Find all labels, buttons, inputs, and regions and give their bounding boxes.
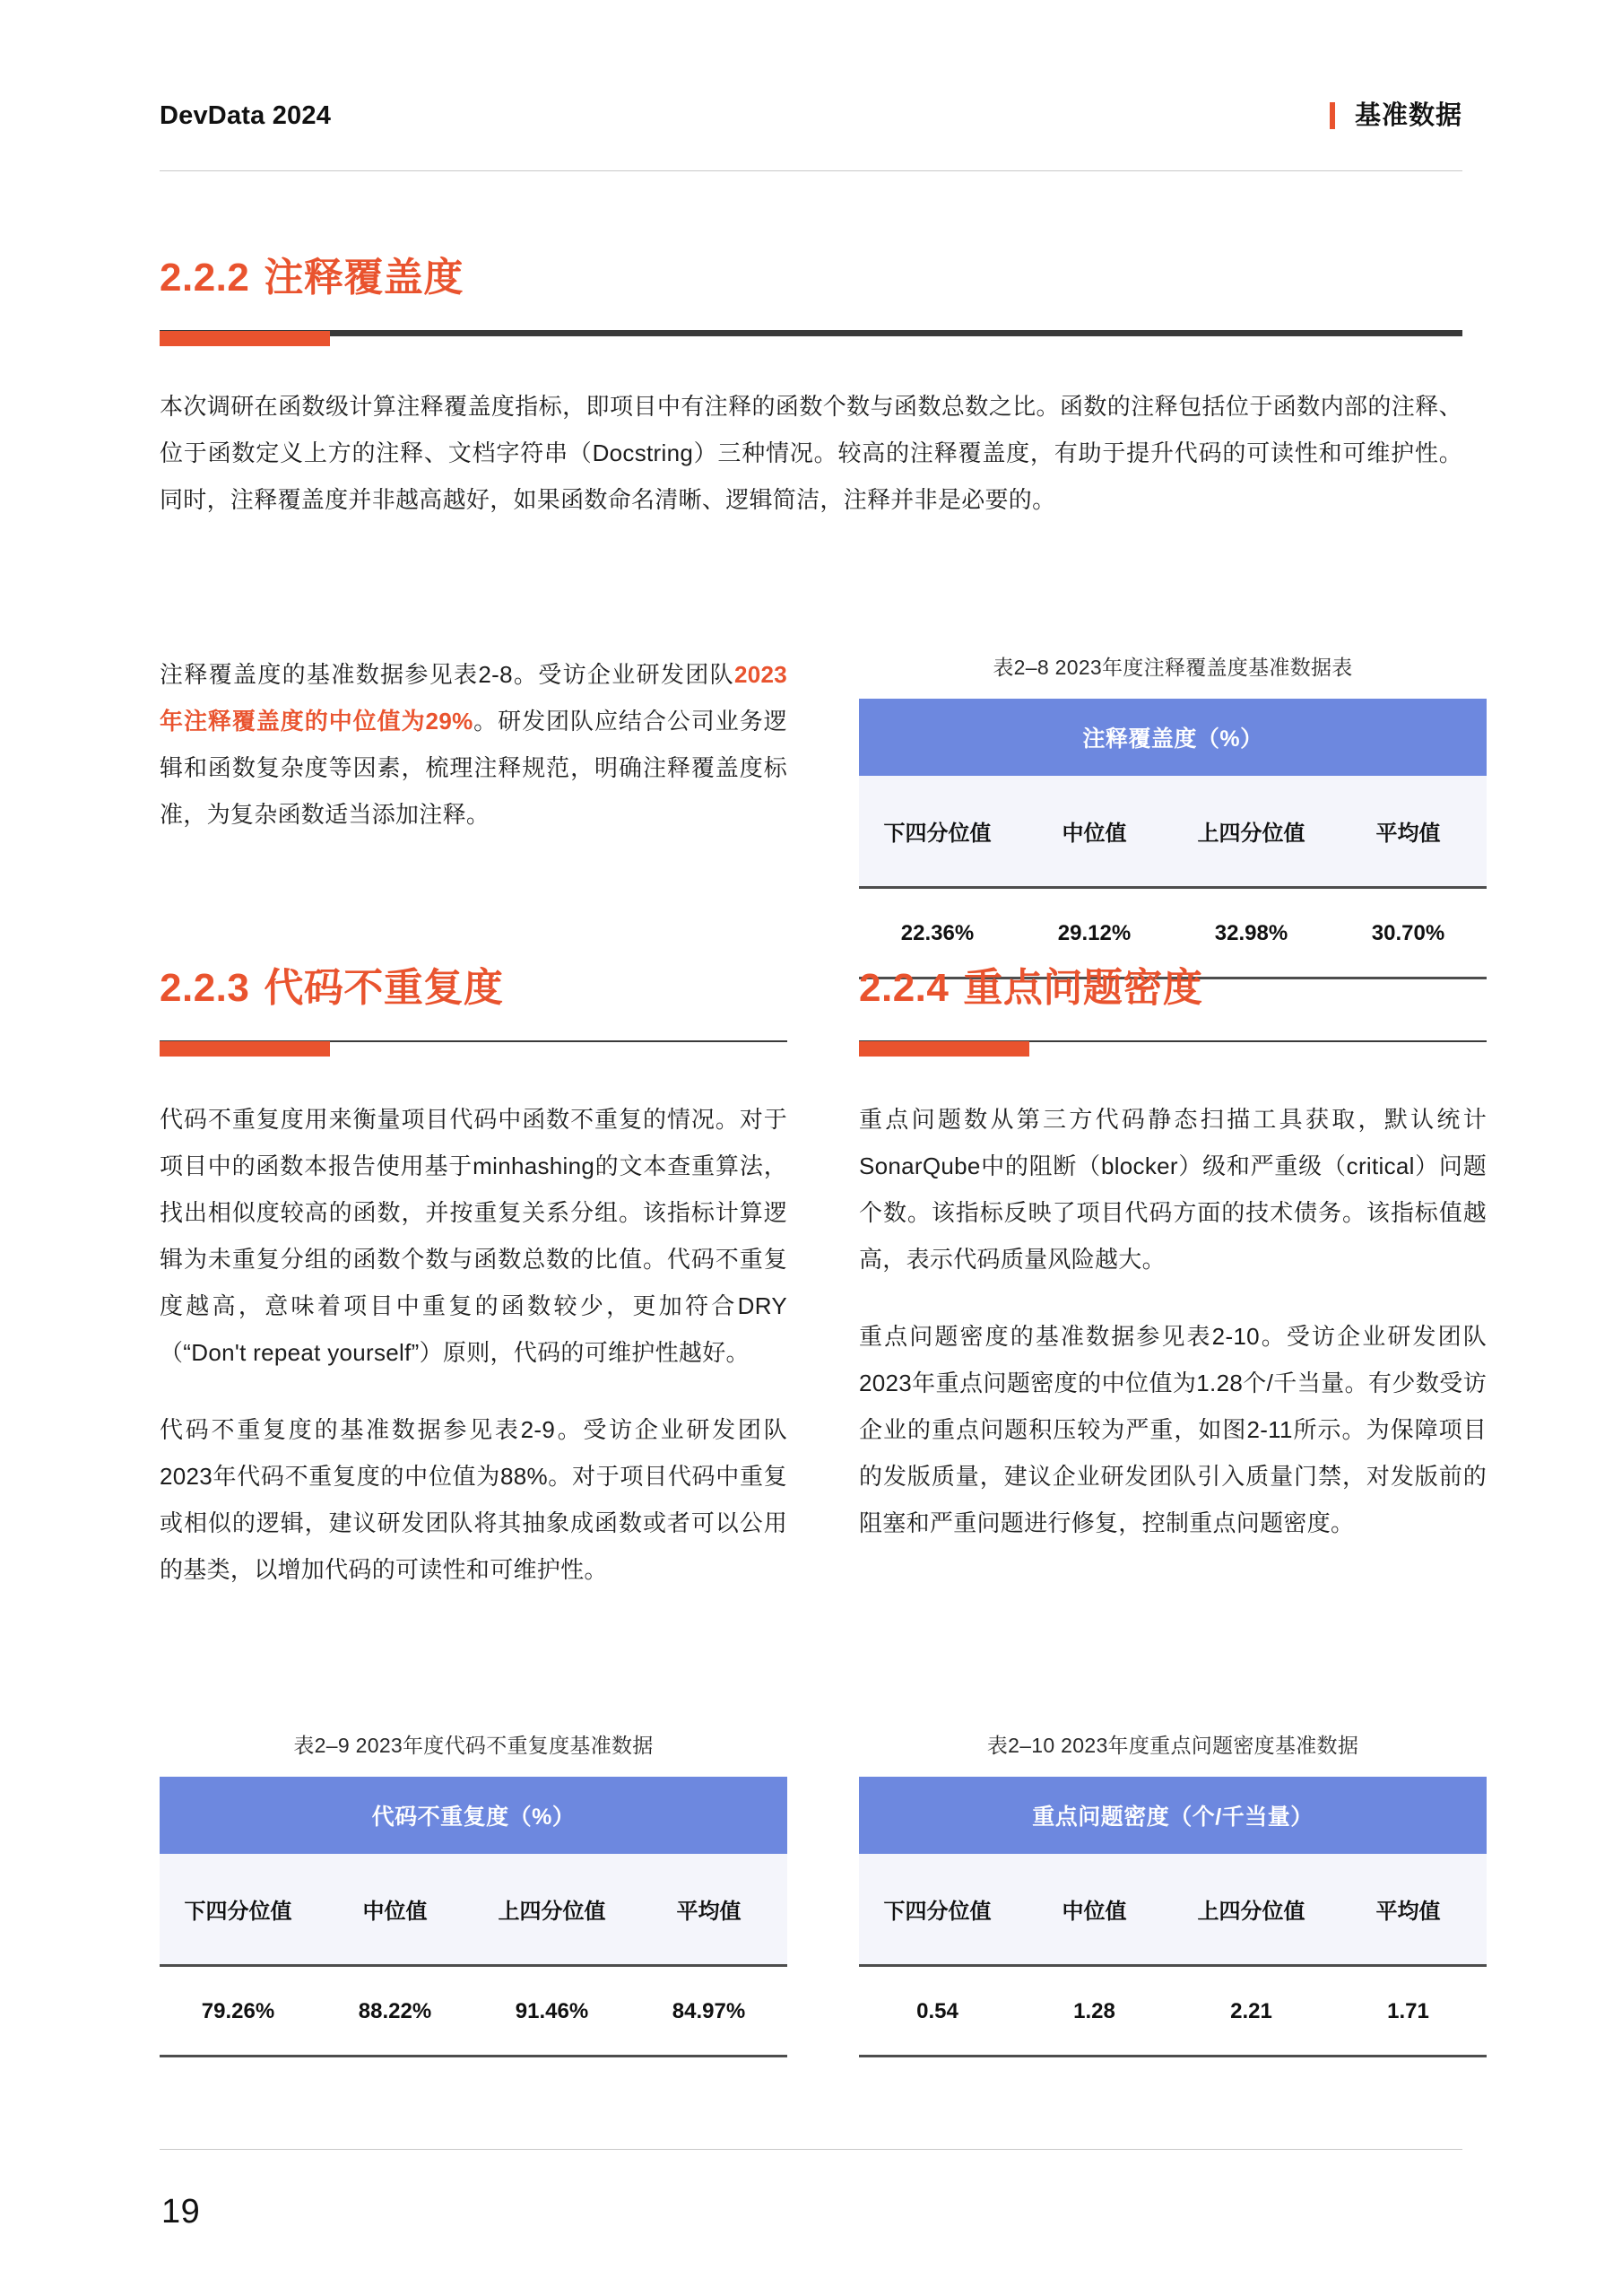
accent-bar-icon [1330, 102, 1335, 129]
table-2-10-block [859, 1729, 1487, 2057]
table-2-8-colhead-1: 中位值 [1016, 776, 1173, 888]
section-2-2-2-title: 注释覆盖度 [264, 256, 464, 300]
section-2-2-2-intro [160, 383, 1462, 523]
paragraph [160, 651, 787, 838]
section-2-2-3-body [160, 1096, 787, 1593]
table-2-8-colhead-2: 上四分位值 [1173, 776, 1330, 888]
table-2-10-value-0: 0.54 [859, 1966, 1016, 2057]
paragraph: 重点问题密度的基准数据参见表2-10。受访企业研发团队2023年重点问题密度的中位值为1.28个/千当量。有少数受访企业的重点问题积压较为严重，如图2-11所示。为保障项目的发版质量，建议企业研发团队引入质量门禁，对发版前的阻塞和严重问题进行修复，控制重点问题密度。 [859, 1323, 1487, 1537]
paragraph: 重点问题数从第三方代码静态扫描工具获取，默认统计SonarQube中的阻断（blocker）级和严重级（critical）问题个数。该指标反映了项目代码方面的技术债务。该指标值越高，表示代码质量风险越大。 [859, 1106, 1487, 1274]
table-row [859, 699, 1487, 776]
section-2-2-4-number: 2.2.4 [859, 966, 950, 1010]
document-title: DevData 2024 [160, 101, 332, 130]
table-2-10-value-1: 1.28 [1016, 1966, 1173, 2057]
table-2-8-value-1: 29.12% [1016, 888, 1173, 978]
paragraph: 本次调研在函数级计算注释覆盖度指标，即项目中有注释的函数个数与函数总数之比。函数的注释包括位于函数内部的注释、位于函数定义上方的注释、文档字符串（Docstring）三种情况。较高的注释覆盖度，有助于提升代码的可读性和可维护性。同时，注释覆盖度并非越高越好，如果函数命名清晰、逻辑简洁，注释并非是必要的。 [160, 393, 1462, 514]
header-divider [160, 170, 1462, 171]
table-2-9 [160, 1777, 787, 2057]
section-2-2-3 [160, 967, 787, 1593]
paragraph: 代码不重复度用来衡量项目代码中函数不重复的情况。对于项目中的函数本报告使用基于minhashing的文本查重算法，找出相似度较高的函数，并按重复关系分组。该指标计算逻辑为未重复分组的函数个数与函数总数的比值。代码不重复度越高，意味着项目中重复的函数较少，更加符合DRY（“Don't repeat yourself”）原则，代码的可维护性越好。 [160, 1106, 787, 1367]
table-2-9-title: 代码不重复度（%） [160, 1777, 787, 1854]
section-2-2-4-body [859, 1096, 1487, 1546]
table-2-9-colhead-1: 中位值 [317, 1854, 473, 1966]
table-row [859, 1854, 1487, 1966]
section-2-2-2-left-column [160, 651, 787, 979]
table-2-8-value-2: 32.98% [1173, 888, 1330, 978]
table-2-8-block [859, 651, 1487, 979]
table-2-9-block [160, 1729, 787, 2057]
table-row [859, 888, 1487, 978]
section-2-2-2 [160, 257, 1462, 523]
table-2-10-caption: 表2–10 2023年度重点问题密度基准数据 [986, 1734, 1359, 1757]
section-2-2-2-columns [160, 651, 1462, 979]
table-2-9-colhead-3: 平均值 [630, 1854, 787, 1966]
section-2-2-3-heading [160, 967, 787, 1010]
header-chapter [1330, 102, 1462, 129]
table-row [859, 1777, 1487, 1854]
section-2-2-2-number: 2.2.2 [160, 256, 250, 300]
table-row [859, 1966, 1487, 2057]
table-2-10-title: 重点问题密度（个/千当量） [859, 1777, 1487, 1854]
table-2-8-caption: 表2–8 2023年度注释覆盖度基准数据表 [993, 656, 1353, 679]
table-2-10-colhead-1: 中位值 [1016, 1854, 1173, 1966]
paragraph-part-b: 。研发团队应结合公司业务逻辑和函数复杂度等因素，梳理注释规范，明确注释覆盖度标准，为复杂函数适当添加注释。 [160, 708, 787, 828]
section-2-2-4-heading [859, 967, 1487, 1010]
table-2-10-colhead-0: 下四分位值 [859, 1854, 1016, 1966]
table-2-8 [859, 699, 1487, 979]
table-2-9-value-0: 79.26% [160, 1966, 317, 2057]
table-row [160, 1777, 787, 1854]
chapter-label: 基准数据 [1354, 100, 1462, 130]
table-2-9-value-2: 91.46% [473, 1966, 630, 2057]
section-2-2-4-underline [859, 1040, 1487, 1042]
page-number: 19 [161, 2193, 201, 2231]
table-2-8-value-3: 30.70% [1330, 888, 1487, 978]
table-2-10-value-3: 1.71 [1330, 1966, 1487, 2057]
table-row [160, 1854, 787, 1966]
section-2-2-2-heading [160, 257, 1462, 300]
page-header [160, 83, 1462, 129]
table-2-10 [859, 1777, 1487, 2057]
table-2-9-value-1: 88.22% [317, 1966, 473, 2057]
table-2-10-colhead-2: 上四分位值 [1173, 1854, 1330, 1966]
table-2-9-colhead-2: 上四分位值 [473, 1854, 630, 1966]
section-2-2-3-underline [160, 1040, 787, 1042]
table-2-9-colhead-0: 下四分位值 [160, 1854, 317, 1966]
table-2-10-value-2: 2.21 [1173, 1966, 1330, 2057]
table-2-9-caption: 表2–9 2023年度代码不重复度基准数据 [293, 1734, 654, 1757]
paragraph: 代码不重复度的基准数据参见表2-9。受访企业研发团队2023年代码不重复度的中位值为88%。对于项目代码中重复或相似的逻辑，建议研发团队将其抽象成函数或者可以公用的基类，以增加代码的可读性和可维护性。 [160, 1416, 787, 1584]
table-2-8-value-0: 22.36% [859, 888, 1016, 978]
table-2-8-colhead-3: 平均值 [1330, 776, 1487, 888]
table-2-10-colhead-3: 平均值 [1330, 1854, 1487, 1966]
table-row [160, 1966, 787, 2057]
section-2-2-2-underline [160, 330, 1462, 336]
table-row [859, 776, 1487, 888]
table-2-8-title: 注释覆盖度（%） [859, 699, 1487, 776]
section-2-2-3-number: 2.2.3 [160, 966, 250, 1010]
section-2-2-3-title: 代码不重复度 [264, 966, 504, 1010]
section-2-2-4-title: 重点问题密度 [963, 966, 1203, 1010]
table-2-8-colhead-0: 下四分位值 [859, 776, 1016, 888]
table-2-9-value-3: 84.97% [630, 1966, 787, 2057]
footer-divider [160, 2149, 1462, 2150]
paragraph-part-a: 注释覆盖度的基准数据参见表2-8。受访企业研发团队 [160, 661, 734, 688]
paragraph-highlight: 2023年注释覆盖度的中位值为29% [160, 661, 787, 735]
section-2-2-4 [859, 967, 1487, 1546]
